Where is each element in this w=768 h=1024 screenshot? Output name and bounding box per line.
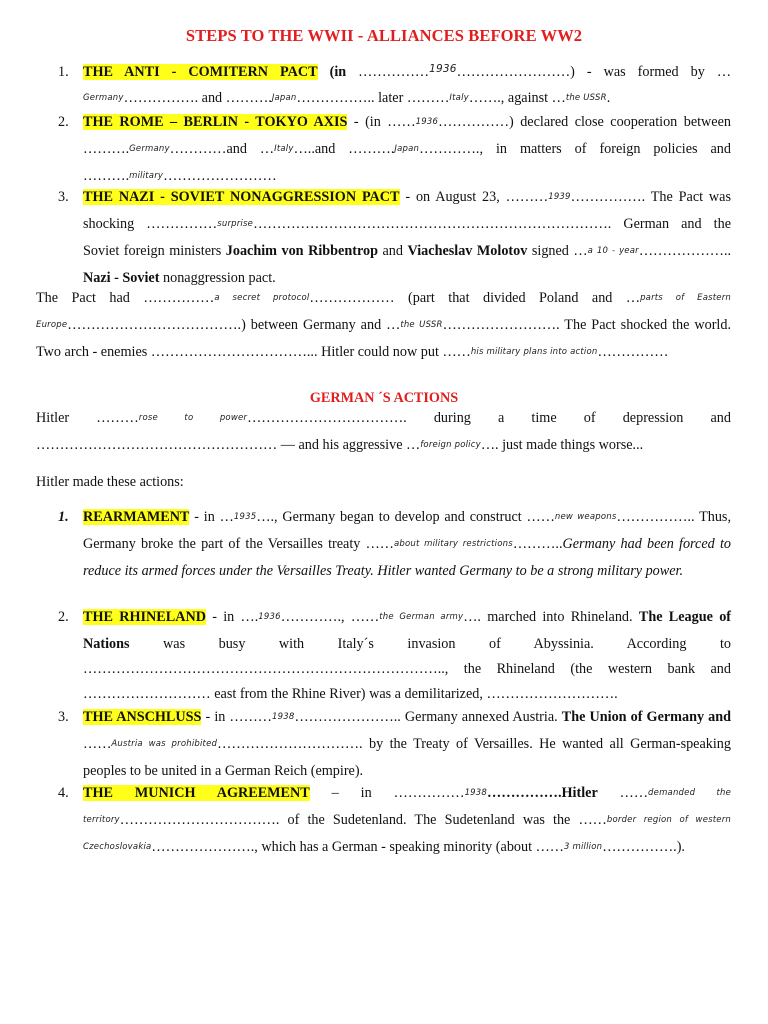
text: …………………………………………… — and his aggressive … xyxy=(36,437,421,454)
text: (in xyxy=(329,64,347,80)
dots: …… xyxy=(83,736,112,753)
handwritten-answer: 1936 xyxy=(258,612,281,622)
text: …………………., which has a German - speaking xyxy=(151,839,440,856)
highlight-rearmament: REARMAMENT xyxy=(83,509,190,525)
handwritten-answer: Italy xyxy=(274,144,294,155)
dots: ……………….. xyxy=(638,243,732,260)
dots: …………… xyxy=(597,344,669,361)
handwritten-answer: Austria was prohibited xyxy=(111,739,218,750)
text: - on August 23, ……… xyxy=(405,189,549,205)
text: …………………………. by the Treaty of Versailles. He wanted all German-speaking peoples to be united in a German Reich (empire). xyxy=(83,736,731,780)
anti-comintern-paragraph xyxy=(83,60,731,113)
handwritten-answer: 1935 xyxy=(233,512,257,522)
handwritten-answer: a secret protocol xyxy=(214,293,310,303)
text: between ………. xyxy=(83,114,731,158)
handwritten-answer: demanded the territory xyxy=(83,788,731,826)
item-number: 2. xyxy=(58,609,69,625)
dots: … xyxy=(386,317,401,334)
dots: ……………………) xyxy=(456,64,575,80)
handwritten-answer: Japan xyxy=(394,144,420,155)
highlight-rhineland: THE RHINELAND xyxy=(83,609,206,625)
dots: … xyxy=(573,243,588,260)
text: ……………………. The Pact shocked the world. Two arch - enemies ……………………………... xyxy=(36,317,732,361)
item-number: 3. xyxy=(58,709,69,725)
item-number: 2. xyxy=(58,114,69,130)
text: …………….). xyxy=(602,839,685,856)
dots: ……….. xyxy=(512,536,563,553)
item-number: 4. xyxy=(58,785,69,801)
union-text: The Union of Germany and xyxy=(561,709,732,725)
handwritten-answer: border region of western Czechoslovakia xyxy=(83,815,731,853)
item-number: 1. xyxy=(58,64,69,80)
text: nonaggression pact. xyxy=(163,270,276,287)
axis-paragraph xyxy=(83,110,731,191)
text: ……………………………. of the Sudetenland. The Sudetenland was the xyxy=(119,812,571,829)
text: - (in …… xyxy=(353,114,416,130)
text: …., Germany began to develop and construct …… xyxy=(256,509,555,525)
text: ……………… (part that divided Poland and xyxy=(309,290,613,306)
text: was busy with Italy´s invasion of Abyssinia. According to xyxy=(163,636,731,653)
highlight-anti-comintern: THE ANTI - COMITERN PACT xyxy=(83,64,318,80)
handwritten-answer: Japan xyxy=(271,93,297,104)
handwritten-answer: rose to power xyxy=(138,413,248,423)
text: minority (about …… xyxy=(443,839,564,856)
hitler-rose-paragraph xyxy=(36,406,731,460)
highlight-munich: THE MUNICH AGREEMENT xyxy=(83,785,310,801)
text: …………., …… xyxy=(280,609,380,625)
text: …..and ………. xyxy=(293,141,395,158)
pact-paragraph xyxy=(36,286,731,367)
text: and the Soviet foreign ministers xyxy=(83,216,732,260)
section-heading: GERMAN ´S ACTIONS xyxy=(309,390,459,406)
text: Nazi - Soviet xyxy=(83,270,160,287)
item-number: 3. xyxy=(58,189,69,205)
text: signed xyxy=(531,243,569,260)
text: Hitler could now put …… xyxy=(321,344,471,361)
text: ………………….. Germany annexed Austria. xyxy=(294,709,558,725)
dots: … xyxy=(716,64,732,80)
text: …. just made things worse... xyxy=(480,437,644,454)
handwritten-answer: the USSR xyxy=(400,320,443,331)
text: …………and … xyxy=(169,141,275,158)
dots: …………………… xyxy=(163,168,277,185)
text: Thus, Germany broke the part of the Versailles treaty …… xyxy=(83,509,731,553)
text: shocking …………… xyxy=(83,216,218,233)
text: Hitler ……… xyxy=(36,410,139,426)
handwritten-answer: Italy xyxy=(449,93,469,104)
text: ……………………… east from the Rhine River) was a demilitarized, ………………………. xyxy=(83,686,618,703)
text: The Pact had …………… xyxy=(36,290,215,306)
text: policies and ………. xyxy=(83,141,731,185)
highlight-anschluss: THE ANSCHLUSS xyxy=(83,709,202,725)
text: ……………. The Pact was xyxy=(570,189,731,205)
handwritten-answer: 1938 xyxy=(464,788,488,798)
handwritten-answer: 1938 xyxy=(272,712,295,722)
text: …………., in matters of foreign xyxy=(419,141,641,158)
handwritten-answer: Germany xyxy=(83,93,124,104)
text: - in … xyxy=(194,509,234,525)
handwritten-answer: 1936 xyxy=(429,63,457,75)
page-title: STEPS TO THE WWII - ALLIANCES BEFORE WW2 xyxy=(185,26,583,45)
handwritten-answer: surprise xyxy=(217,219,254,230)
text: and xyxy=(382,243,403,260)
handwritten-answer: new weapons xyxy=(554,512,617,522)
item-number: 1. xyxy=(58,509,69,525)
rhineland-paragraph xyxy=(83,605,731,707)
rearmament-paragraph xyxy=(83,505,731,584)
handwritten-answer: military xyxy=(129,171,164,182)
highlight-axis: THE ROME – BERLIN - TOKYO AXIS xyxy=(83,114,348,130)
text: - was formed by xyxy=(586,64,705,80)
dots: …… xyxy=(578,812,607,829)
league-of-nations: The League of Nations xyxy=(83,609,732,653)
handwritten-answer: a 10 - year xyxy=(587,246,639,257)
text: ……………………………….) between Germany and xyxy=(67,317,382,334)
handwritten-answer: about military restrictions xyxy=(393,539,513,550)
dots: …………….. xyxy=(616,509,695,525)
person-name: Viacheslav Molotov xyxy=(407,243,528,260)
nazi-soviet-paragraph xyxy=(83,185,731,291)
text: ……………) declared close cooperation xyxy=(438,114,678,130)
text: …………………………………………………………………. German xyxy=(253,216,670,233)
handwritten-answer: 1936 xyxy=(415,117,439,127)
dots: … xyxy=(625,290,641,306)
handwritten-answer: foreign policy xyxy=(420,440,481,451)
anschluss-paragraph xyxy=(83,705,731,784)
made-actions-line: Hitler made these actions: xyxy=(36,474,184,490)
munich-paragraph xyxy=(83,781,731,862)
text: ……., against … xyxy=(468,90,566,107)
text: - in ……… xyxy=(205,709,272,725)
dots: …… xyxy=(619,785,649,801)
handwritten-answer: 3 million xyxy=(563,842,603,853)
text: …………….Hitler xyxy=(487,785,598,801)
text: ………………………………………………………………….., the Rhineland (the western bank and xyxy=(83,661,731,678)
text: ……………. and ………. xyxy=(123,90,272,107)
text: - in …. xyxy=(212,609,259,625)
dots: …………… xyxy=(358,64,430,80)
text: ……………………………. during a time of depression and xyxy=(247,410,731,426)
handwritten-answer: 1939 xyxy=(548,192,571,202)
text: …………….. later ……… xyxy=(296,90,450,107)
handwritten-answer: Germany xyxy=(129,144,170,155)
handwritten-answer: his military plans into action xyxy=(470,347,598,358)
handwritten-answer: the German army xyxy=(379,612,464,622)
italic-note: Germany had been forced to reduce its armed forces under the Versailles Treaty. Hitler wanted Germany to be a strong military power. xyxy=(83,536,731,580)
text: …. marched into Rhineland. xyxy=(463,609,633,625)
highlight-nazi-soviet: THE NAZI - SOVIET NONAGGRESSION PACT xyxy=(83,189,400,205)
handwritten-answer: parts of Eastern Europe xyxy=(36,293,732,331)
handwritten-answer: the USSR xyxy=(565,93,607,104)
text: – in …………… xyxy=(331,785,465,801)
text: . xyxy=(606,90,611,107)
person-name: Joachim von Ribbentrop xyxy=(225,243,378,260)
